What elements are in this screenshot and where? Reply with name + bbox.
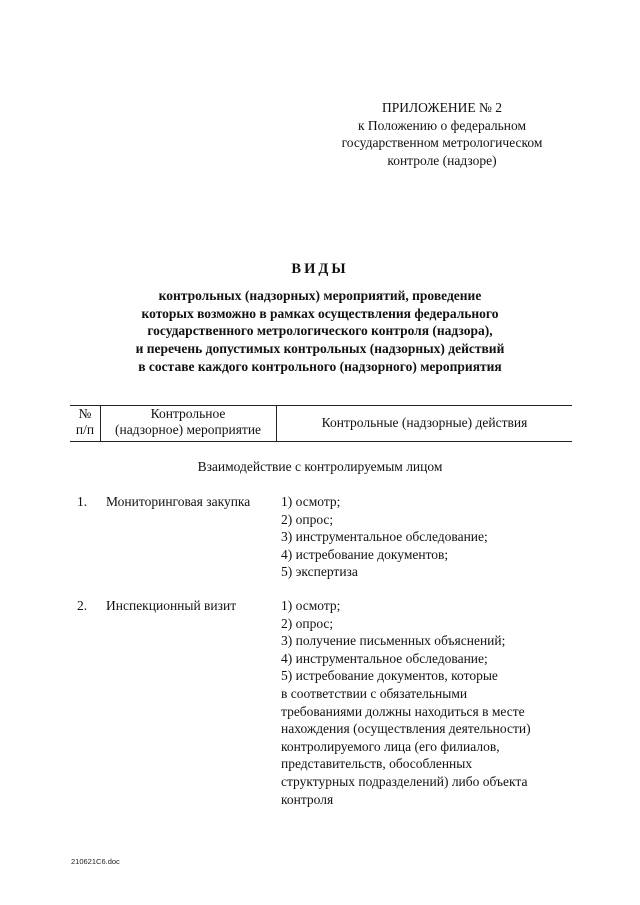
action-item: контролируемого лица (его филиалов, [281,738,500,754]
action-item: 4) инструментальное обследование; [281,650,488,666]
row-number: 1. [77,494,88,509]
subtitle-line: и перечень допустимых контрольных (надзорных) действий [135,341,505,357]
appendix-reference-line-1: к Положению о федеральном [357,117,527,133]
action-item: в соответствии с обязательными [281,685,468,701]
header-number-column [70,406,100,438]
action-item: 1) осмотр; [281,598,341,613]
action-item: нахождения (осуществления деятельности) [281,721,531,737]
row-actions-list [281,493,488,581]
document-title: ВИДЫ [291,261,349,277]
row-number: 2. [77,598,88,613]
header-number-abbr: п/п [75,422,95,437]
table-header-bottom-rule [70,441,572,442]
appendix-header [330,99,554,169]
action-item: контроля [281,791,334,807]
row-event-name: Инспекционный визит [106,598,237,613]
action-item: 2) опрос; [281,615,334,631]
appendix-number: ПРИЛОЖЕНИЕ № 2 [381,100,503,115]
action-item: 5) экспертиза [281,564,358,580]
file-name-footer: 210621C6.doc [71,857,120,866]
action-item: 5) истребование документов, которые [281,668,498,684]
header-event-line-1: Контрольное [150,406,226,421]
header-event-column [100,406,276,438]
action-item: представительств, обособленных [281,756,473,772]
action-item: 1) осмотр; [281,494,341,509]
action-item: структурных подразделений) либо объекта [281,773,528,789]
subtitle-line: государственного метрологического контроля (надзора), [147,323,493,339]
section-caption: Взаимодействие с контролируемым лицом [197,459,443,474]
document-subtitle [60,287,580,376]
subtitle-line: которых возможно в рамках осуществления федерального [141,305,499,321]
subtitle-line: контрольных (надзорных) мероприятий, проведение [158,288,482,303]
row-event-name: Мониторинговая закупка [106,494,251,509]
header-event-line-2: (надзорное) мероприятие [114,422,262,437]
action-item: 3) инструментальное обследование; [281,529,488,545]
appendix-reference-line-2: государственном метрологическом [341,135,543,150]
action-item: 2) опрос; [281,511,334,527]
action-item: 4) истребование документов; [281,546,449,562]
header-actions-column: Контрольные (надзорные) действия [321,415,528,430]
subtitle-line: в составе каждого контрольного (надзорного) мероприятия [138,358,502,374]
action-item: 3) получение письменных объяснений; [281,633,506,649]
row-actions-list [281,597,531,808]
appendix-reference-line-3: контроле (надзоре) [387,152,497,168]
header-number-symbol: № [78,406,92,421]
action-item: требованиями должны находиться в месте [281,703,525,719]
